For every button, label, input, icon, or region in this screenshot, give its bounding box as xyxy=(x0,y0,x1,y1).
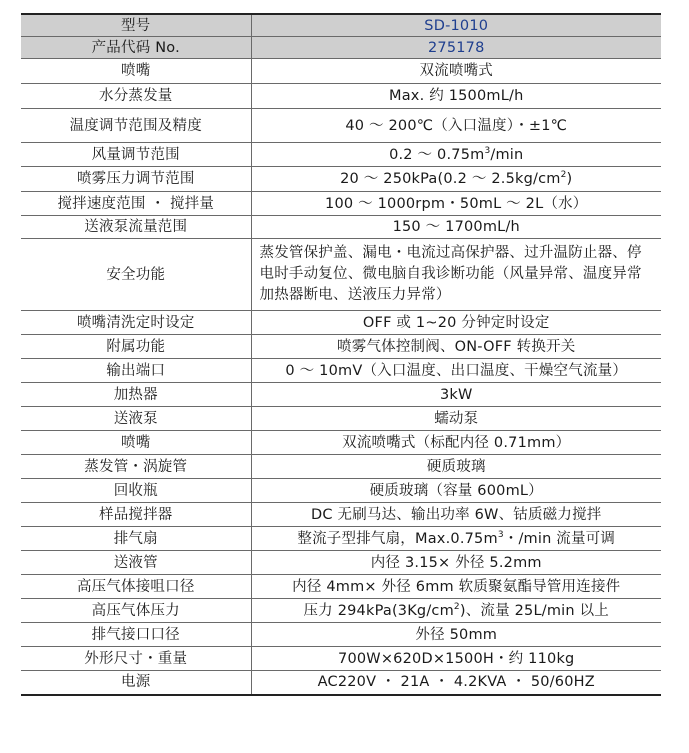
spec-row xyxy=(21,143,661,167)
spec-label: 附属功能 xyxy=(21,335,251,359)
spec-label: 喷嘴 xyxy=(21,59,251,84)
spec-header-row xyxy=(21,14,661,37)
spec-label: 样品搅拌器 xyxy=(21,503,251,527)
spec-label: 送液泵 xyxy=(21,407,251,431)
spec-row xyxy=(21,109,661,143)
spec-value: OFF 或 1~20 分钟定时设定 xyxy=(251,311,661,335)
spec-label: 送液泵流量范围 xyxy=(21,216,251,239)
spec-label: 外形尺寸・重量 xyxy=(21,647,251,671)
spec-row xyxy=(21,335,661,359)
spec-label: 加热器 xyxy=(21,383,251,407)
spec-value: SD-1010 xyxy=(251,14,661,37)
spec-label: 型号 xyxy=(21,14,251,37)
spec-label: 电源 xyxy=(21,671,251,695)
spec-table xyxy=(21,13,661,696)
spec-row xyxy=(21,479,661,503)
spec-value: 硬质玻璃 xyxy=(251,455,661,479)
spec-value: 外径 50mm xyxy=(251,623,661,647)
spec-value: 0.2 ～ $0.75m^3/\min$ xyxy=(251,143,661,167)
spec-value: 压力 $294kPa(3Kg/cm^2)$、流量 25L/min 以上 xyxy=(251,599,661,623)
spec-row xyxy=(21,671,661,695)
spec-value: 蒸发管保护盖、漏电・电流过高保护器、过升温防止器、停电时手动复位、微电脑自我诊断功能（风量异常、温度异常加热器断电、送液压力异常） xyxy=(251,239,661,311)
spec-row xyxy=(21,551,661,575)
spec-value: 硬质玻璃（容量 600mL） xyxy=(251,479,661,503)
spec-value: 700W×620D×1500H・约 110kg xyxy=(251,647,661,671)
spec-label: 回收瓶 xyxy=(21,479,251,503)
spec-value: 内径 3.15× 外径 5.2mm xyxy=(251,551,661,575)
spec-label: 蒸发管・涡旋管 xyxy=(21,455,251,479)
spec-row xyxy=(21,192,661,216)
spec-row xyxy=(21,527,661,551)
spec-row xyxy=(21,407,661,431)
spec-row xyxy=(21,359,661,383)
spec-value: 双流喷嘴式 xyxy=(251,59,661,84)
spec-row xyxy=(21,575,661,599)
spec-label: 安全功能 xyxy=(21,239,251,311)
spec-row xyxy=(21,431,661,455)
spec-table-body xyxy=(21,14,661,695)
spec-row xyxy=(21,383,661,407)
spec-label: 排气接口口径 xyxy=(21,623,251,647)
spec-header-row xyxy=(21,37,661,59)
spec-label: 水分蒸发量 xyxy=(21,84,251,109)
spec-value: 275178 xyxy=(251,37,661,59)
spec-row xyxy=(21,311,661,335)
spec-value: AC220V ・ 21A ・ 4.2KVA ・ 50/60HZ xyxy=(251,671,661,695)
spec-label: 温度调节范围及精度 xyxy=(21,109,251,143)
spec-row xyxy=(21,167,661,192)
spec-value: 0 ～ 10mV（入口温度、出口温度、干燥空气流量） xyxy=(251,359,661,383)
spec-row xyxy=(21,647,661,671)
spec-label: 搅拌速度范围 ・ 搅拌量 xyxy=(21,192,251,216)
spec-label: 喷嘴 xyxy=(21,431,251,455)
spec-value: DC 无刷马达、输出功率 6W、钴质磁力搅拌 xyxy=(251,503,661,527)
spec-row xyxy=(21,599,661,623)
spec-value: 100 ～ 1000rpm・50mL ～ 2L（水） xyxy=(251,192,661,216)
spec-row xyxy=(21,84,661,109)
spec-value: 40 ～ 200℃（入口温度）・±1℃ xyxy=(251,109,661,143)
spec-label: 排气扇 xyxy=(21,527,251,551)
spec-row xyxy=(21,503,661,527)
spec-row xyxy=(21,239,661,311)
spec-label: 高压气体接咀口径 xyxy=(21,575,251,599)
spec-label: 高压气体压力 xyxy=(21,599,251,623)
spec-label: 喷雾压力调节范围 xyxy=(21,167,251,192)
spec-row xyxy=(21,216,661,239)
spec-value: 20 ～ 250kPa(0.2 ～ $2.5kg/cm^2$) xyxy=(251,167,661,192)
spec-value: 蠕动泵 xyxy=(251,407,661,431)
spec-value: 整流子型排气扇，$Max.0.75m^3$・/min 流量可调 xyxy=(251,527,661,551)
spec-row xyxy=(21,623,661,647)
spec-label: 风量调节范围 xyxy=(21,143,251,167)
spec-value: 喷雾气体控制阀、ON-OFF 转换开关 xyxy=(251,335,661,359)
spec-value: 3kW xyxy=(251,383,661,407)
spec-value: 150 ～ 1700mL/h xyxy=(251,216,661,239)
spec-label: 输出端口 xyxy=(21,359,251,383)
spec-label: 喷嘴清洗定时设定 xyxy=(21,311,251,335)
spec-value: Max. 约 1500mL/h xyxy=(251,84,661,109)
spec-row xyxy=(21,59,661,84)
spec-label: 送液管 xyxy=(21,551,251,575)
spec-label: 产品代码 No. xyxy=(21,37,251,59)
spec-row xyxy=(21,455,661,479)
spec-value: 内径 4mm× 外径 6mm 软质聚氨酯导管用连接件 xyxy=(251,575,661,599)
spec-value: 双流喷嘴式（标配内径 0.71mm） xyxy=(251,431,661,455)
